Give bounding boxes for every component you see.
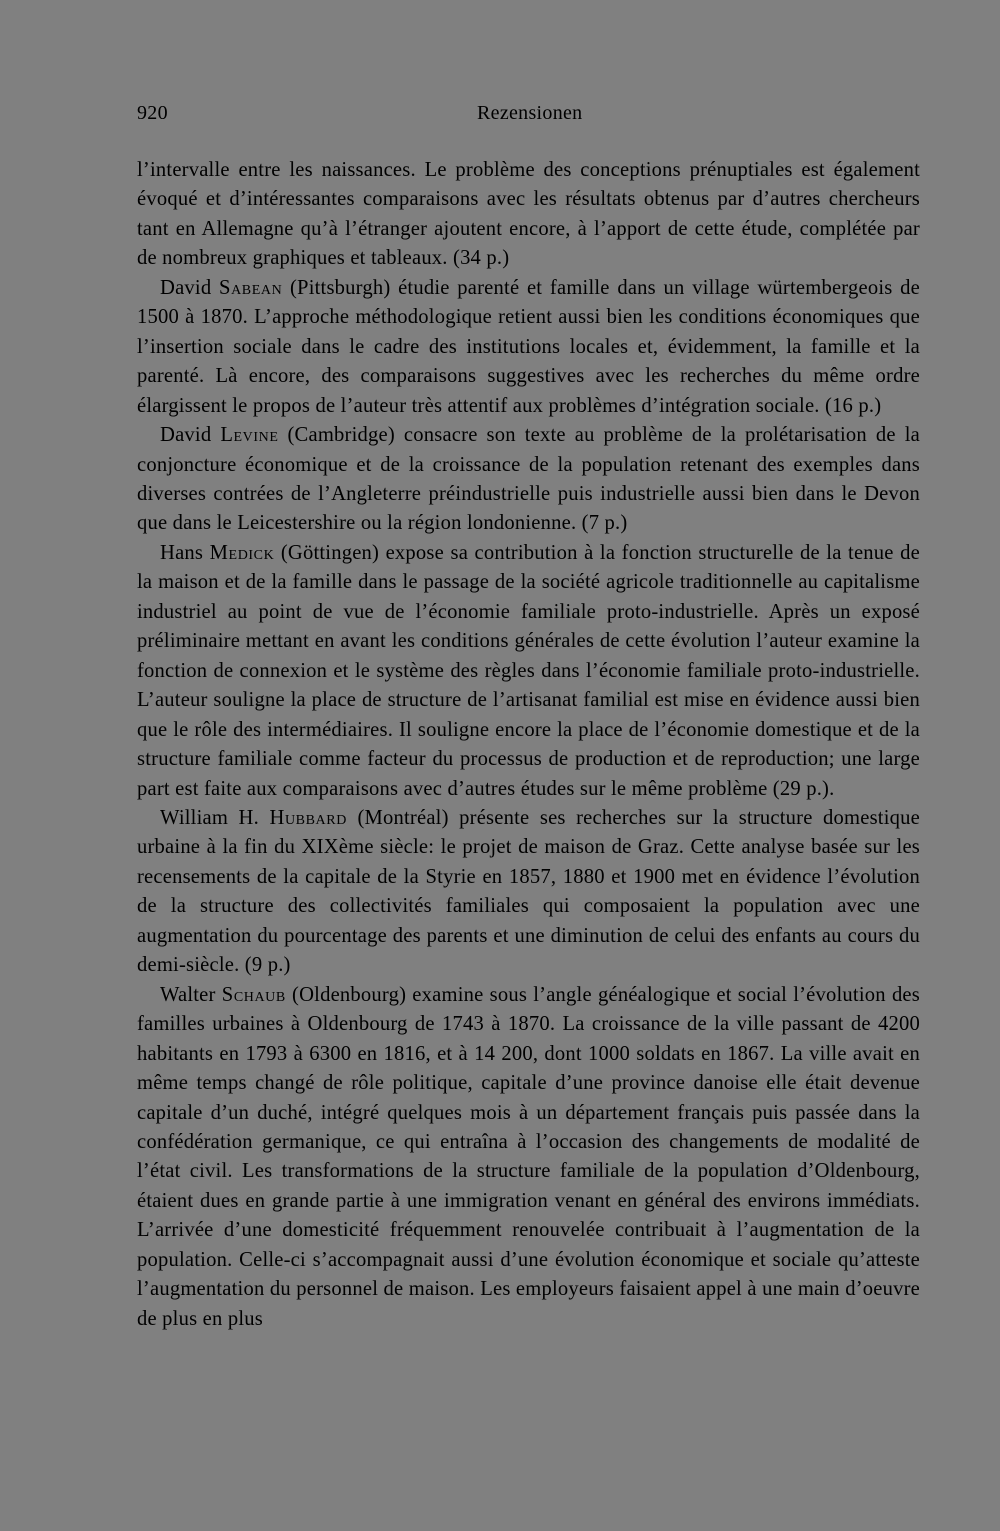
running-head [137, 98, 920, 132]
body-text [137, 156, 920, 1334]
author-surname: Medick [209, 541, 275, 564]
paragraph-1 [137, 156, 920, 274]
author-forename: David [160, 424, 212, 447]
paragraph-text: (Montréal) présente ses recherches sur la structure domestique urbaine à la fin du XIXème siècle: le projet de maison de Graz. Cette analyse basée sur les recensements de la capitale de la Styrie en 1857, 1880 et 1900 met en évidence l’évolution de la structure des collectivités familiales qui composaient la population avec une augmentation du pourcentage des parents et une diminution de celui des enfants au cours du demi-siècle. (9 p.) [137, 806, 920, 977]
author-forename: David [160, 276, 212, 299]
author-surname: Schaub [221, 983, 286, 1006]
author-surname: Hubbard [269, 806, 347, 829]
author-forename: Hans [160, 541, 204, 564]
paragraph-3 [137, 421, 920, 539]
paragraph-5 [137, 804, 920, 981]
author-forename: William H. [160, 806, 259, 829]
running-title: Rezensionen [477, 102, 583, 124]
author-forename: Walter [160, 983, 216, 1006]
paragraph-text: (Oldenbourg) examine sous l’angle généalogique et social l’évolution des familles urbaines à Oldenbourg de 1743 à 1870. La croissance de la ville passant de 4200 habitants en 1793 à 6300 en 1816, et à 14 200, dont 1000 soldats en 1867. La ville avait en même temps changé de rôle politique, capitale d’une province danoise elle était devenue capitale d’un duché, intégré quelques mois à un département français puis passée dans la confédération germanique, ce qui entraîna à l’occasion des changements de modalité de l’état civil. Les transformations de la structure familiale de la population d’Oldenbourg, étaient dues en grande partie à une immigration venant en général des environs immédiats. L’arrivée d’une domesticité fréquemment renouvelée contribuait à l’augmentation de la population. Celle-ci s’accompagnait aussi d’une évolution économique et sociale qu’atteste l’augmentation du personnel de maison. Les employeurs faisaient appel à une main d’oeuvre de plus en plus [137, 983, 920, 1330]
page-number: 920 [137, 102, 168, 124]
author-surname: Sabean [219, 276, 283, 299]
paragraph-text: (Cambridge) consacre son texte au problème de la prolétarisation de la conjoncture économique et de la croissance de la population retenant des exemples dans diverses contrées de l’Angleterre préindustrielle puis industrielle aussi bien dans le Devon que dans le Leicestershire ou la région londonienne. (7 p.) [137, 424, 920, 535]
page [137, 98, 920, 1334]
paragraph-2 [137, 274, 920, 421]
paragraph-4 [137, 539, 920, 804]
author-surname: Levine [220, 424, 279, 447]
paragraph-text: (Pittsburgh) étudie parenté et famille dans un village würtembergeois de 1500 à 1870. L’approche méthodologique retient aussi bien les conditions économiques que l’insertion sociale dans le cadre des institutions locales et, évidemment, la famille et la parenté. Là encore, des comparaisons suggestives avec les recherches du même ordre élargissent le propos de l’auteur très attentif aux problèmes d’intégration sociale. (16 p.) [137, 276, 920, 417]
paragraph-text: (Göttingen) expose sa contribution à la fonction structurelle de la tenue de la maison et de la famille dans le passage de la société agricole traditionnelle au capitalisme industriel au point de vue de l’économie familiale proto-industrielle. Après un exposé préliminaire mettant en avant les conditions générales de cette évolution l’auteur examine la fonction de connexion et le système des règles dans l’économie familiale proto-industrielle. L’auteur souligne la place de structure de l’artisanat familial est mise en évidence aussi bien que le rôle des intermédiaires. Il souligne encore la place de l’économie domestique et de la structure familiale comme facteur du processus de production et de reproduction; une large part est faite aux comparaisons avec d’autres études sur le même problème (29 p.). [137, 541, 920, 800]
paragraph-text: l’intervalle entre les naissances. Le problème des conceptions prénuptiales est également évoqué et d’intéressantes comparaisons avec les résultats obtenus par d’autres chercheurs tant en Allemagne qu’à l’étranger ajoutent encore, à l’apport de cette étude, complétée par de nombreux graphiques et tableaux. (34 p.) [137, 159, 920, 270]
paragraph-6 [137, 981, 920, 1334]
